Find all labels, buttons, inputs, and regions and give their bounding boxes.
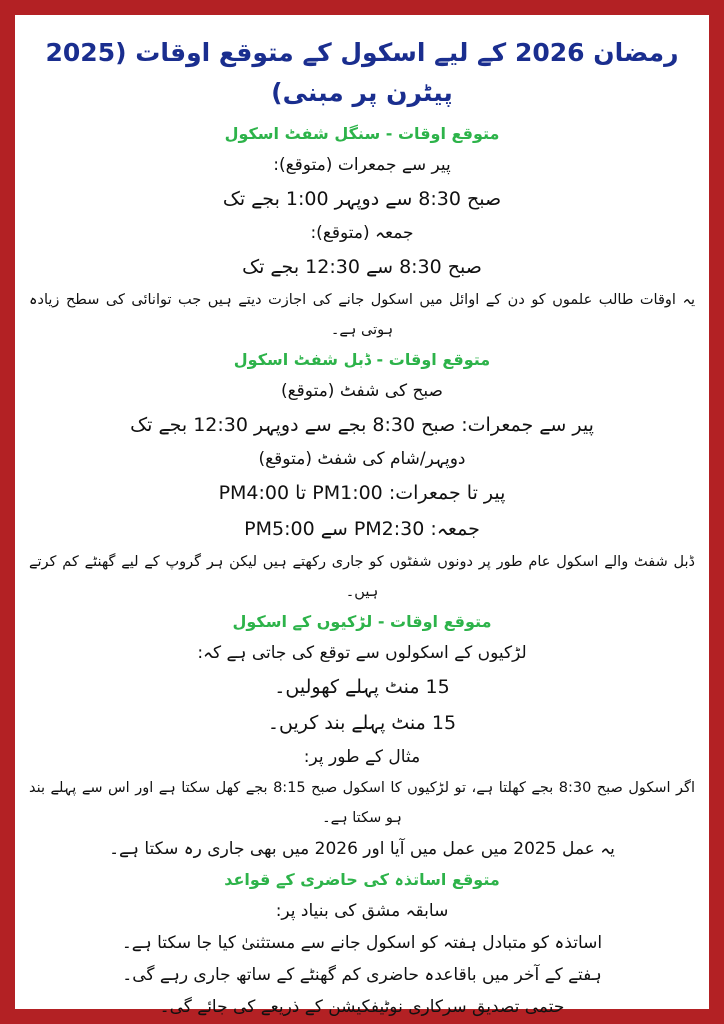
girls-schools-point-open: 15 منٹ پہلے کھولیں۔ [274, 676, 450, 698]
teacher-rules-heading: متوقع اساتذہ کی حاضری کے قواعد [224, 870, 500, 889]
girls-schools-example-label: مثال کے طور پر: [303, 747, 421, 767]
single-shift-note: یہ اوقات طالب علموں کو دن کے اوائل میں اسکول جانے کی اجازت دیتے ہیں جب توانائی کی سطح زیادہ ہوتی ہے۔ [29, 292, 695, 338]
girls-schools-point-close: 15 منٹ پہلے بند کریں۔ [267, 712, 457, 734]
page-title: رمضان 2026 کے لیے اسکول کے متوقع اوقات (2025 پیٹرن پر مبنی) [45, 38, 679, 107]
girls-schools-example: اگر اسکول صبح 8:30 بجے کھلتا ہے، تو لڑکیوں کا اسکول صبح 8:15 بجے کھل سکتا ہے اور اس سے پہلے بند ہو سکتا ہے۔ [29, 780, 695, 826]
girls-schools-practice-note: یہ عمل 2025 میں عمل میں آیا اور 2026 میں بھی جاری رہ سکتا ہے۔ [109, 839, 615, 859]
double-shift-morning-label: صبح کی شفٹ (متوقع) [280, 381, 443, 401]
teacher-rule-1: اساتذہ کو متبادل ہفتہ کو اسکول جانے سے مستثنیٰ کیا جا سکتا ہے۔ [121, 933, 603, 953]
single-shift-friday-time: صبح 8:30 سے 12:30 بجے تک [242, 256, 482, 278]
teacher-rules-intro: سابقہ مشق کی بنیاد پر: [275, 901, 449, 921]
single-shift-friday-label: جمعہ (متوقع): [310, 223, 414, 243]
girls-schools-intro: لڑکیوں کے اسکولوں سے توقع کی جاتی ہے کہ: [197, 643, 527, 663]
single-shift-heading: متوقع اوقات - سنگل شفٹ اسکول [224, 124, 500, 143]
double-shift-morning-time: پیر سے جمعرات: صبح 8:30 بجے سے دوپہر 12:30 بجے تک [130, 414, 594, 436]
poster-frame [15, 15, 709, 1017]
double-shift-note: ڈبل شفٹ والے اسکول عام طور پر دونوں شفٹوں کو جاری رکھتے ہیں لیکن ہر گروپ کے لیے گھنٹے کم کرتے ہیں۔ [29, 554, 695, 600]
single-shift-mon-thu-time: صبح 8:30 سے دوپہر 1:00 بجے تک [222, 188, 502, 210]
double-shift-afternoon-label: دوپہر/شام کی شفٹ (متوقع) [258, 449, 466, 469]
double-shift-heading: متوقع اوقات - ڈبل شفٹ اسکول [233, 350, 491, 369]
double-shift-afternoon-friday: جمعہ: PM2:30 سے PM5:00 [244, 518, 480, 540]
poster-content [15, 15, 709, 1023]
teacher-rule-2: ہفتے کے آخر میں باقاعدہ حاضری کم گھنٹے کے ساتھ جاری رہے گی۔ [122, 965, 602, 985]
girls-schools-heading: متوقع اوقات - لڑکیوں کے اسکول [232, 612, 492, 631]
single-shift-mon-thu-label: پیر سے جمعرات (متوقع): [273, 155, 451, 175]
teacher-rule-3: حتمی تصدیق سرکاری نوٹیفکیشن کے ذریعے کی جائے گی۔ [159, 997, 565, 1017]
double-shift-afternoon-mon-thu: پیر تا جمعرات: PM1:00 تا PM4:00 [218, 482, 506, 504]
